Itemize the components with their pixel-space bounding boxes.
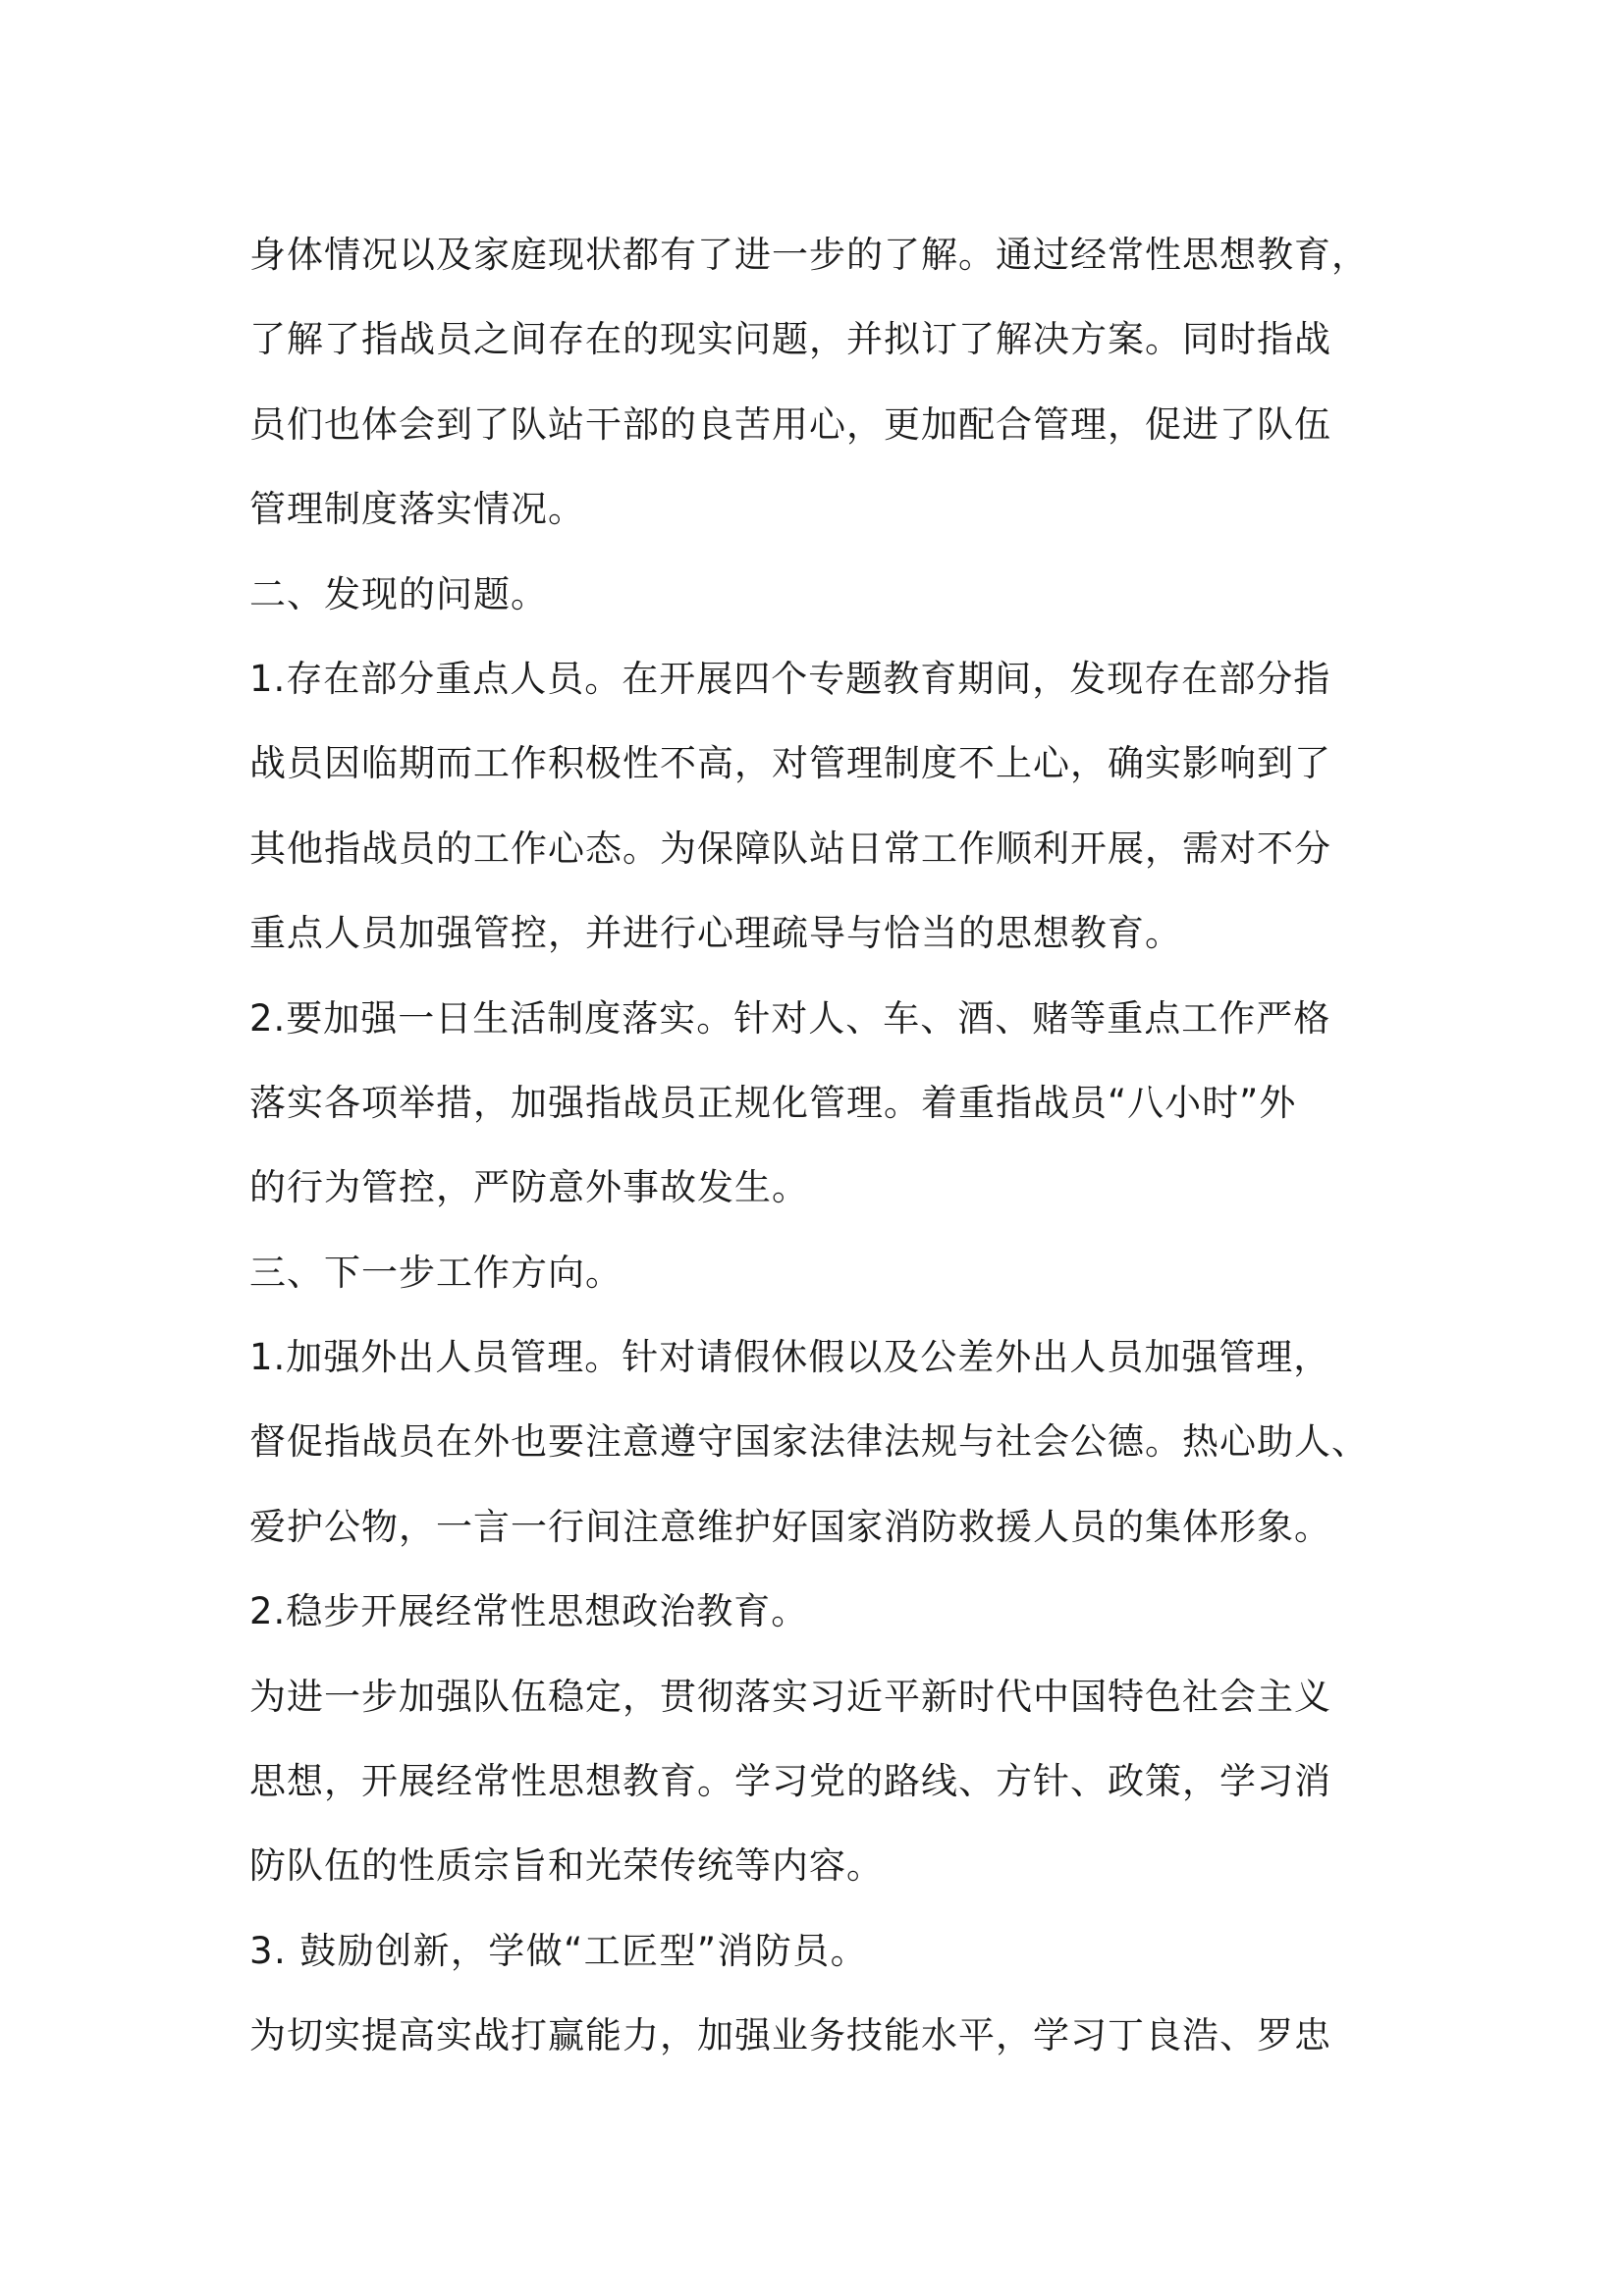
text-line: 的行为管控，严防意外事故发生。 (249, 1166, 809, 1209)
text-line: 其他指战员的工作心态。为保障队站日常工作顺利开展，需对不分 (249, 827, 1331, 870)
text-line: 督促指战员在外也要注意遵守国家法律法规与社会公德。热心助人、 (249, 1420, 1369, 1464)
text-line: 战员因临期而工作积极性不高，对管理制度不上心，确实影响到了 (249, 742, 1331, 785)
text-line: 员们也体会到了队站干部的良苦用心，更加配合管理，促进了队伍 (249, 402, 1331, 446)
text-line: 3. 鼓励创新，学做“工匠型”消防员。 (249, 1929, 868, 1972)
text-line: 防队伍的性质宗旨和光荣传统等内容。 (249, 1844, 884, 1888)
body-text (249, 226, 1408, 2092)
text-line: 2.稳步开展经常性思想政治教育。 (249, 1590, 809, 1633)
section-heading: 三、下一步工作方向。 (249, 1251, 623, 1294)
text-line: 了解了指战员之间存在的现实问题，并拟订了解决方案。同时指战 (249, 318, 1331, 361)
text-line: 2.要加强一日生活制度落实。针对人、车、酒、赌等重点工作严格 (249, 996, 1331, 1040)
text-line: 1.加强外出人员管理。针对请假休假以及公差外出人员加强管理， (249, 1336, 1331, 1379)
text-line: 管理制度落实情况。 (249, 488, 585, 531)
text-line: 落实各项举措，加强指战员正规化管理。着重指战员“八小时”外 (249, 1081, 1297, 1124)
text-line: 为切实提高实战打赢能力，加强业务技能水平，学习丁良浩、罗忠 (249, 2014, 1331, 2057)
text-line: 思想，开展经常性思想教育。学习党的路线、方针、政策，学习消 (249, 1760, 1331, 1803)
text-line: 1.存在部分重点人员。在开展四个专题教育期间，发现存在部分指 (249, 657, 1331, 700)
text-line: 为进一步加强队伍稳定，贯彻落实习近平新时代中国特色社会主义 (249, 1675, 1331, 1718)
text-line: 爱护公物，一言一行间注意维护好国家消防救援人员的集体形象。 (249, 1505, 1331, 1548)
section-heading: 二、发现的问题。 (249, 572, 548, 615)
text-line: 身体情况以及家庭现状都有了进一步的了解。通过经常性思想教育， (249, 234, 1369, 276)
text-line: 重点人员加强管控，并进行心理疏导与恰当的思想教育。 (249, 912, 1182, 955)
